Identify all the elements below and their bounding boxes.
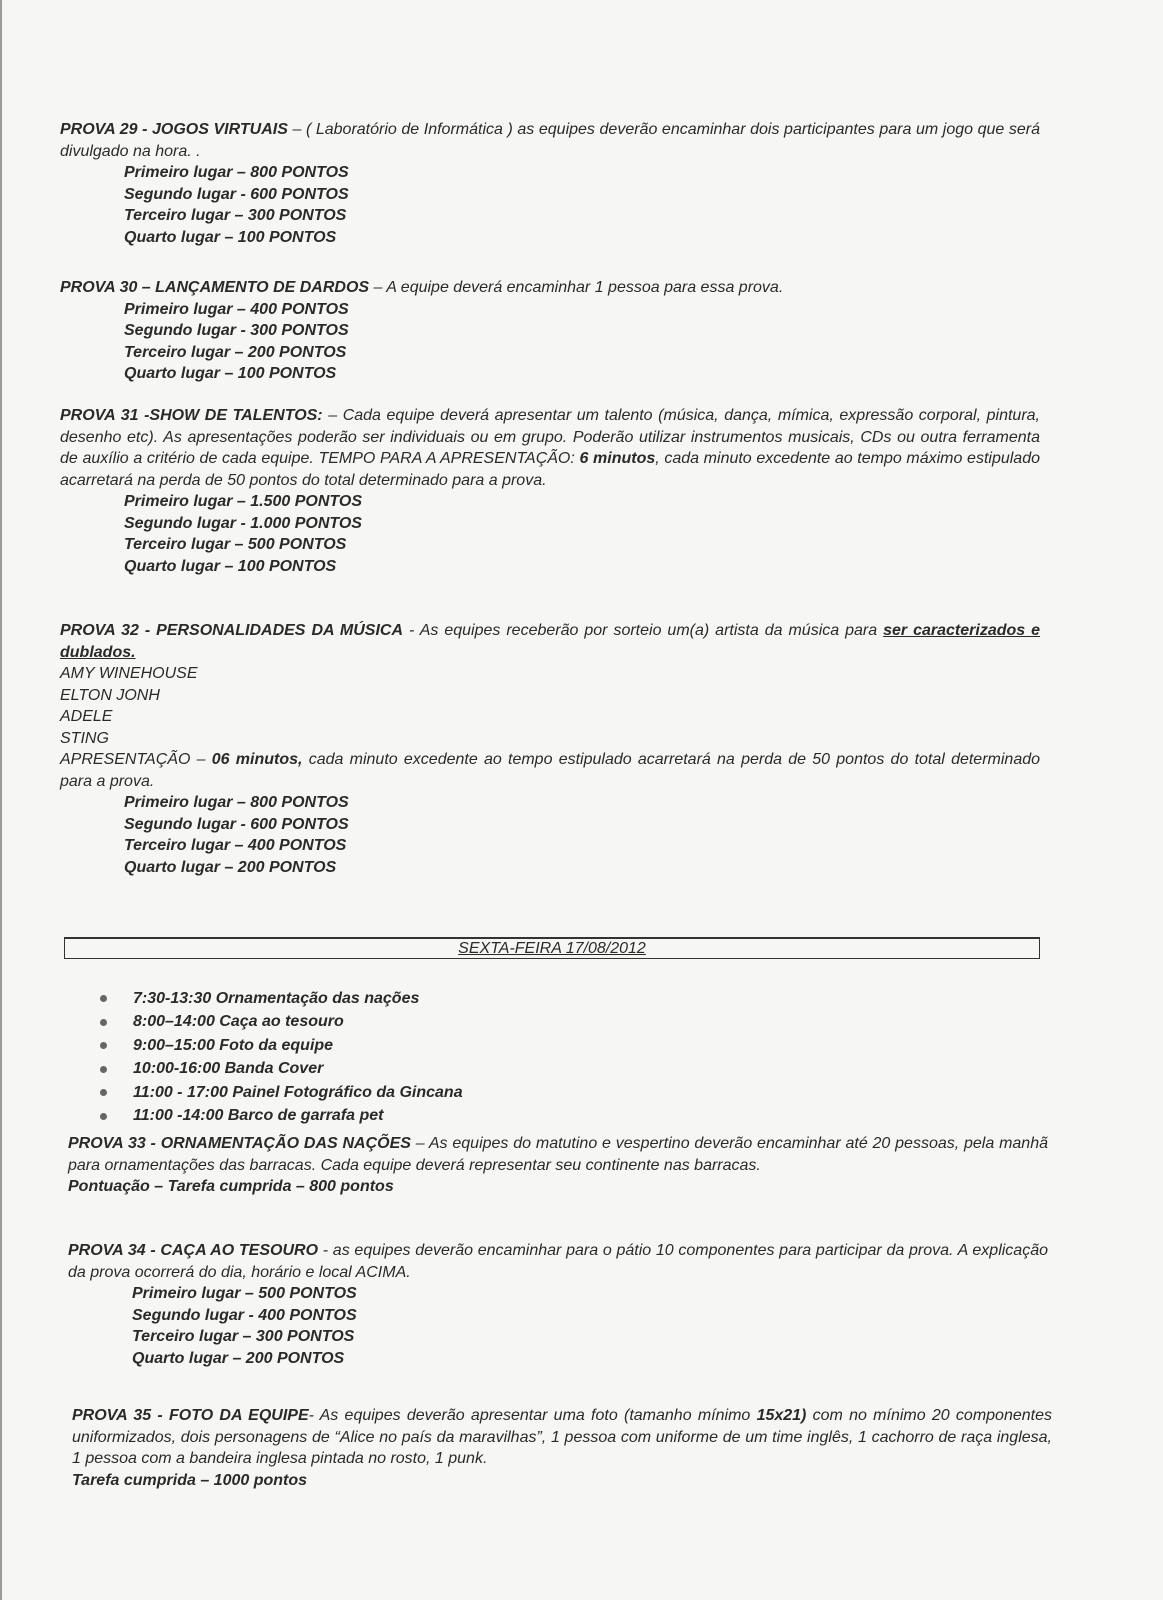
artist-item: ELTON JONH <box>60 686 160 704</box>
prova-31-body2: , cada minuto excedente ao tempo máximo estipulado acarretará na perda de 50 pontos do total determinado para a prova. <box>60 450 1041 489</box>
prova-33 <box>68 1133 1048 1198</box>
prize-line: Primeiro lugar – 500 PONTOS <box>132 1285 357 1302</box>
prova-32-presentation-label: APRESENTAÇÃO – <box>60 751 212 768</box>
prova-32-prizes <box>124 792 1040 878</box>
prova-34 <box>68 1240 1048 1369</box>
prova-33-title: PROVA 33 - ORNAMENTAÇÃO DAS NAÇÕES <box>68 1135 411 1152</box>
prova-35-size: 15x21) <box>756 1407 807 1424</box>
prova-29-title: PROVA 29 - JOGOS VIRTUAIS <box>60 121 288 138</box>
schedule-item-text: 10:00-16:00 Banda Cover <box>133 1060 324 1078</box>
prize-line: Primeiro lugar – 800 PONTOS <box>124 794 349 811</box>
prize-line: Segundo lugar - 300 PONTOS <box>124 322 349 339</box>
prova-34-prizes <box>132 1283 1048 1369</box>
prova-29-prizes <box>124 162 1040 248</box>
prova-30-body: – A equipe deverá encaminhar 1 pessoa para essa prova. <box>369 279 784 296</box>
bullet-icon <box>100 1066 107 1073</box>
prize-line: Segundo lugar - 400 PONTOS <box>132 1306 357 1324</box>
schedule-item <box>100 1034 463 1058</box>
schedule-item-text: 9:00–15:00 Foto da equipe <box>133 1036 334 1054</box>
prova-31-prizes <box>124 491 1040 577</box>
prova-31 <box>60 405 1040 577</box>
prova-35-body: - As equipes deverão apresentar uma foto (tamanho mínimo <box>308 1407 757 1424</box>
prova-32-body2: cada minuto excedente ao tempo estipulado acarretará na perda de 50 pontos do total determinado para a prova. <box>60 751 1041 790</box>
prize-line: Terceiro lugar – 400 PONTOS <box>124 837 347 854</box>
prova-30-prizes <box>124 299 1040 385</box>
schedule-item-text: 8:00–14:00 Caça ao tesouro <box>133 1013 344 1031</box>
prova-29-body: – ( Laboratório de Informática ) as equipes deverão encaminhar dois participantes para um jogo que será divulgado na hora. . <box>60 121 1041 160</box>
prize-line: Quarto lugar – 100 PONTOS <box>124 365 337 382</box>
prova-35 <box>72 1405 1052 1491</box>
prova-31-body: – Cada equipe deverá apresentar um talento (música, dança, mímica, expressão corporal, pintura, desenho etc). As apresentações poderão ser individuais ou em grupo. Poderão utilizar instrumentos musicais, CDs ou outra ferramenta de auxílio a critério de cada equipe. TEMPO PARA A APRESENTAÇÃO: <box>60 407 1041 467</box>
schedule-item-text: 11:00 -14:00 Barco de garrafa pet <box>133 1107 384 1125</box>
prova-32-title: PROVA 32 - PERSONALIDADES DA MÚSICA <box>60 622 404 639</box>
artist-list <box>60 663 1040 749</box>
artist-item: ADELE <box>60 708 113 725</box>
prova-35-body2: com no mínimo 20 componentes uniformizados, dois personagens de “Alice no país da maravilhas”, 1 pessoa com uniforme de um time inglês, 1 cachorro de raça inglesa, 1 pessoa com a bandeira inglesa pintada no rosto, 1 punk. <box>72 1407 1052 1467</box>
schedule-item-text: 7:30-13:30 Ornamentação das nações <box>133 989 420 1007</box>
scan-edge <box>0 0 2 1600</box>
prize-line: Primeiro lugar – 400 PONTOS <box>124 300 349 318</box>
day-banner-label: SEXTA-FEIRA 17/08/2012 <box>458 940 646 957</box>
bullet-icon <box>100 1042 107 1049</box>
prize-line: Segundo lugar - 1.000 PONTOS <box>124 514 362 532</box>
schedule-item <box>100 1011 463 1035</box>
artist-item: AMY WINEHOUSE <box>60 665 198 682</box>
prova-34-title: PROVA 34 - CAÇA AO TESOURO <box>68 1242 319 1259</box>
prize-line: Quarto lugar – 100 PONTOS <box>124 557 337 575</box>
prize-line: Terceiro lugar – 300 PONTOS <box>132 1328 355 1345</box>
prize-line: Quarto lugar – 200 PONTOS <box>132 1349 345 1367</box>
prize-line: Terceiro lugar – 200 PONTOS <box>124 343 347 361</box>
bullet-icon <box>100 995 107 1002</box>
prova-32-body-underlined: ser caracterizados e dublados. <box>60 622 1041 661</box>
prova-34-body: - as equipes deverão encaminhar para o pátio 10 componentes para participar da prova. A explicação da prova ocorrerá do dia, horário e local ACIMA. <box>68 1242 1048 1281</box>
prova-30 <box>60 277 1040 385</box>
schedule-item <box>100 1058 463 1082</box>
bullet-icon <box>100 1089 107 1096</box>
schedule-item <box>100 1105 463 1129</box>
prova-32-body: - As equipes receberão por sorteio um(a) artista da música para <box>403 622 884 639</box>
prova-33-score: Pontuação – Tarefa cumprida – 800 pontos <box>68 1178 394 1195</box>
prova-32 <box>60 620 1040 878</box>
day-banner <box>64 937 1040 959</box>
prova-35-title: PROVA 35 - FOTO DA EQUIPE <box>72 1407 309 1424</box>
prize-line: Segundo lugar - 600 PONTOS <box>124 185 349 203</box>
prize-line: Primeiro lugar – 800 PONTOS <box>124 164 349 181</box>
prova-33-body: – As equipes do matutino e vespertino deverão encaminhar até 20 pessoas, pela manhã para ornamentações das barracas. Cada equipe deverá representar seu continente nas barracas. <box>68 1135 1048 1174</box>
schedule-item <box>100 1081 463 1105</box>
prize-line: Segundo lugar - 600 PONTOS <box>124 815 349 833</box>
prize-line: Terceiro lugar – 300 PONTOS <box>124 207 347 224</box>
prize-line: Quarto lugar – 200 PONTOS <box>124 858 337 876</box>
prova-31-title: PROVA 31 -SHOW DE TALENTOS: <box>60 407 323 424</box>
prova-30-title: PROVA 30 – LANÇAMENTO DE DARDOS <box>60 279 370 296</box>
prize-line: Quarto lugar – 100 PONTOS <box>124 228 337 246</box>
schedule-list <box>100 987 463 1128</box>
prova-31-time: 6 minutos <box>579 450 656 467</box>
schedule-item <box>100 987 463 1011</box>
bullet-icon <box>100 1113 107 1120</box>
prova-32-time: 06 minutos, <box>211 751 303 768</box>
prova-35-score: Tarefa cumprida – 1000 pontos <box>72 1471 308 1489</box>
prize-line: Primeiro lugar – 1.500 PONTOS <box>124 493 363 510</box>
artist-item: STING <box>60 729 109 747</box>
prova-29 <box>60 119 1040 248</box>
schedule-item-text: 11:00 - 17:00 Painel Fotográfico da Gincana <box>133 1083 463 1101</box>
prize-line: Terceiro lugar – 500 PONTOS <box>124 536 347 553</box>
bullet-icon <box>100 1019 107 1026</box>
